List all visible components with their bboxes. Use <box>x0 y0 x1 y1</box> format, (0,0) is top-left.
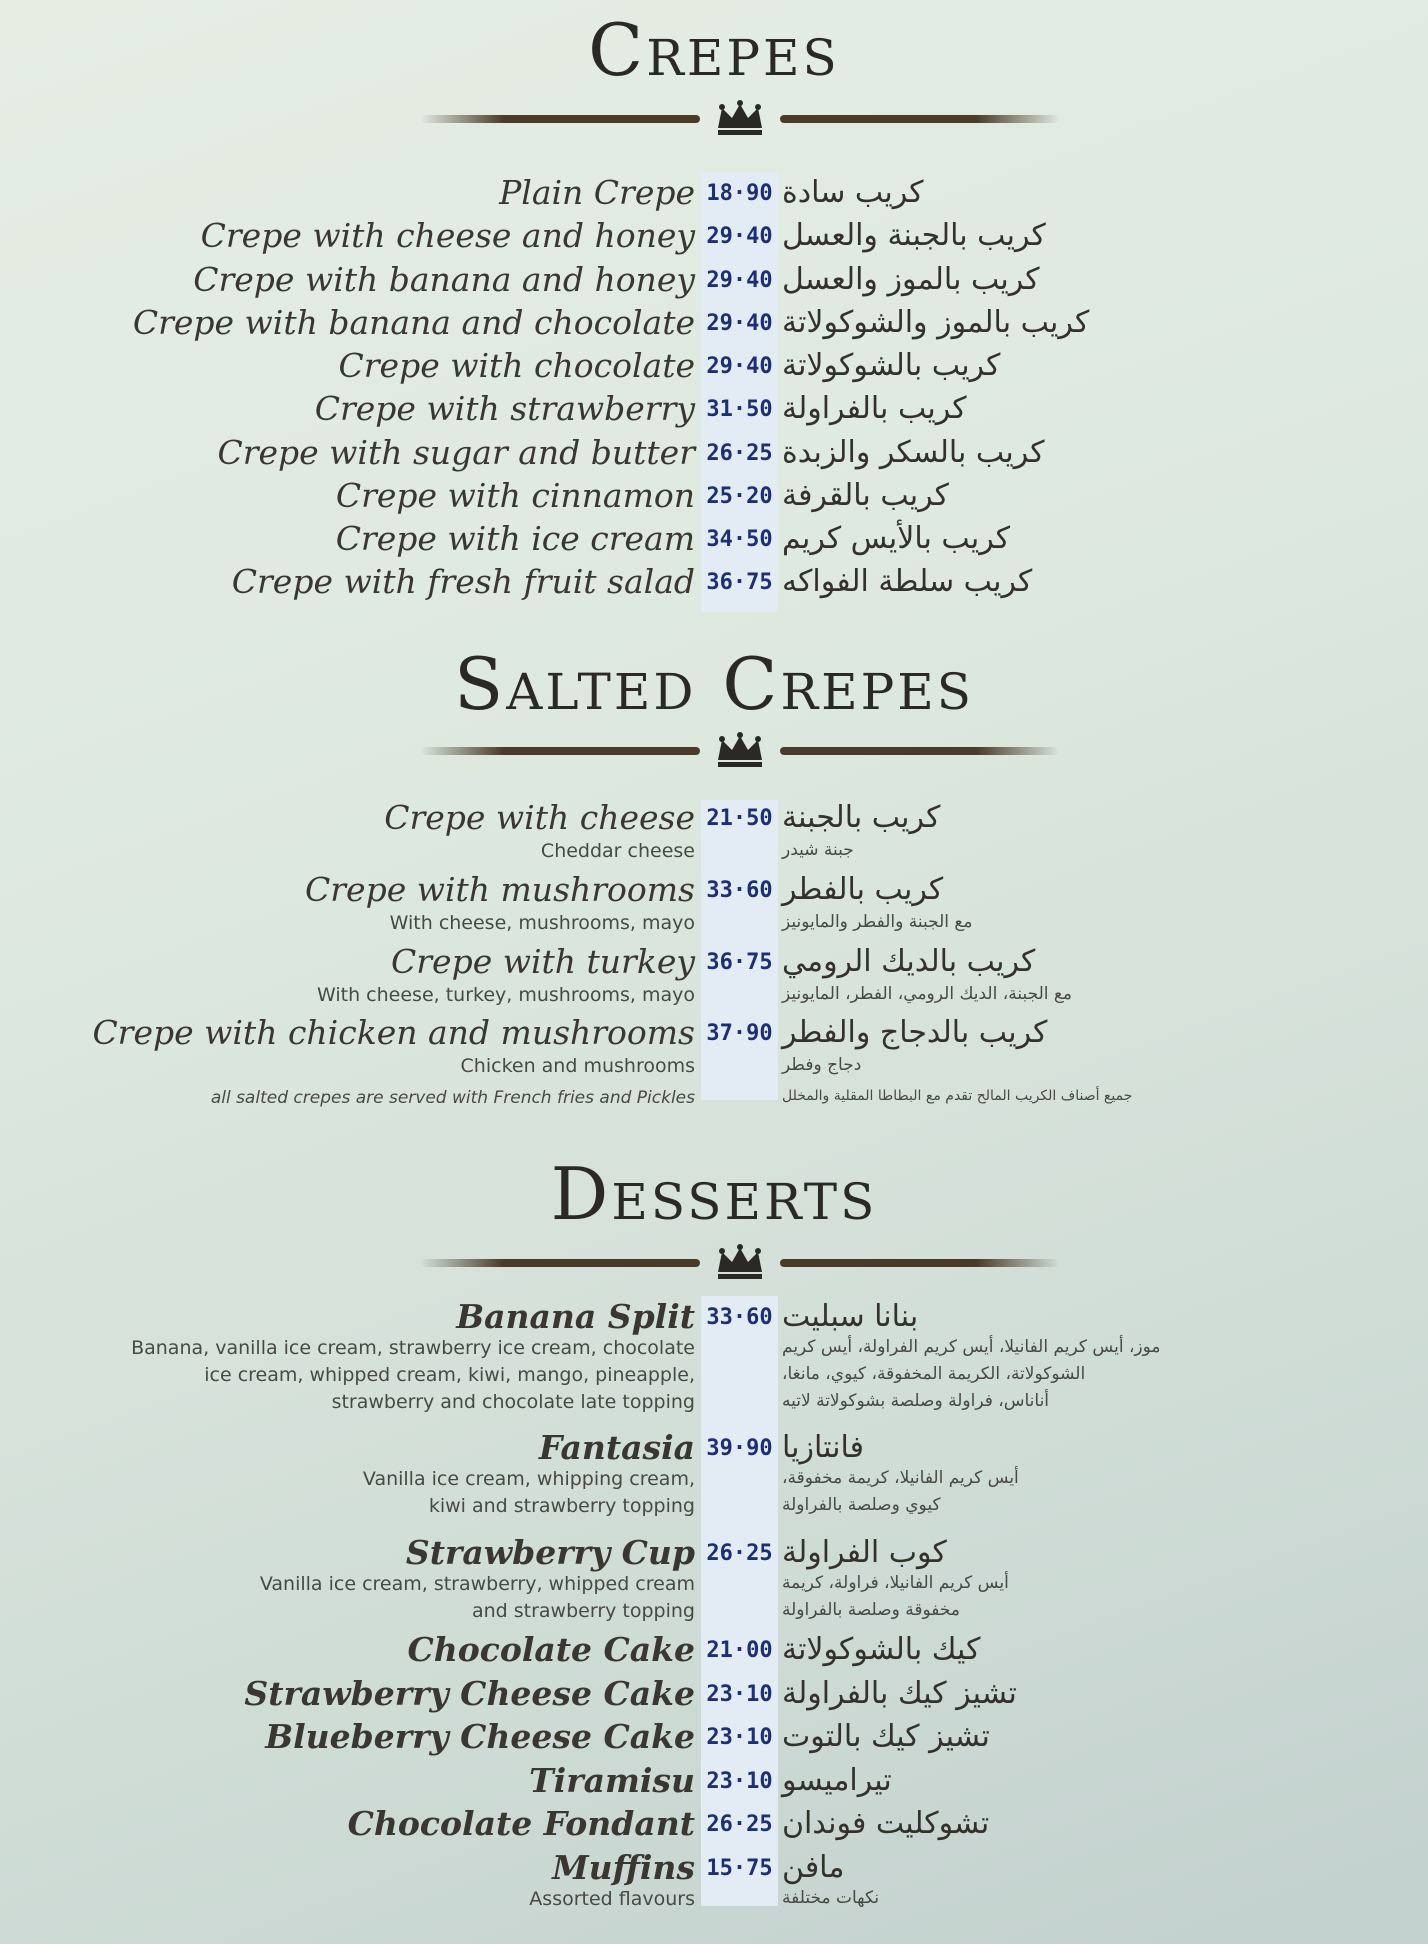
section-divider <box>420 730 1060 770</box>
menu-item <box>0 260 1428 304</box>
item-price: 33·60 <box>706 1305 773 1330</box>
item-name: Crepe with strawberry <box>314 389 695 428</box>
item-price: 36·75 <box>706 950 773 975</box>
item-price: 31·50 <box>706 397 773 422</box>
menu-item <box>0 303 1428 347</box>
item-name: Crepe with banana and honey <box>193 260 695 299</box>
section-divider <box>420 98 1060 138</box>
item-name-arabic: بنانا سبليت <box>782 1299 919 1334</box>
item-price: 39·90 <box>706 1436 773 1461</box>
crown-icon <box>710 1242 770 1282</box>
item-name-arabic: كريب بالدجاج والفطر <box>782 1015 1048 1050</box>
item-name: Crepe with chicken and mushrooms <box>92 1013 695 1052</box>
item-name-arabic: كريب بالأيس كريم <box>782 521 1011 556</box>
item-name: Blueberry Cheese Cake <box>265 1717 695 1756</box>
item-price: 18·90 <box>706 181 773 206</box>
item-name-arabic: كريب بالجبنة والعسل <box>782 218 1046 253</box>
description-text-arabic: أيس كريم الفانيلا، فراولة، كريمة <box>782 1573 1009 1593</box>
section-title-salted-crepes: Salted Crepes <box>453 642 974 726</box>
item-name: Fantasia <box>538 1428 695 1467</box>
description-text-arabic: كيوي وصلصة بالفراولة <box>782 1495 941 1515</box>
item-name: Crepe with sugar and butter <box>217 433 695 472</box>
item-name: Crepe with cheese <box>384 798 695 837</box>
description-text: ice cream, whipped cream, kiwi, mango, pineapple, <box>204 1364 695 1386</box>
menu-item <box>0 1848 1428 1892</box>
item-price: 29·40 <box>706 354 773 379</box>
item-price: 29·40 <box>706 311 773 336</box>
item-name-arabic: كريب بالشوكولاتة <box>782 348 1001 383</box>
description-text-arabic: أناناس، فراولة وصلصة بشوكولاتة لاتيه <box>782 1391 1050 1411</box>
menu-item <box>0 389 1428 433</box>
menu-item <box>0 1297 1428 1341</box>
description-text: strawberry and chocolate late topping <box>331 1391 695 1413</box>
item-price: 26·25 <box>706 1812 773 1837</box>
item-price: 21·50 <box>706 806 773 831</box>
item-price: 29·40 <box>706 268 773 293</box>
menu-item <box>0 1533 1428 1577</box>
item-price: 25·20 <box>706 484 773 509</box>
menu-item <box>0 1804 1428 1848</box>
item-name-arabic: كريب سلطة الفواكه <box>782 564 1033 599</box>
menu-item <box>0 1761 1428 1805</box>
item-name-arabic: كريب بالفطر <box>782 872 944 907</box>
item-price: 21·00 <box>706 1638 773 1663</box>
item-name: Crepe with mushrooms <box>305 870 695 909</box>
description-text-arabic: مخفوقة وصلصة بالفراولة <box>782 1600 960 1620</box>
menu-item <box>0 798 1428 842</box>
item-name: Banana Split <box>456 1297 695 1336</box>
menu-item <box>0 870 1428 914</box>
item-price: 23·10 <box>706 1682 773 1707</box>
item-name-arabic: كريب بالقرفة <box>782 478 949 513</box>
description-text: With cheese, turkey, mushrooms, mayo <box>317 984 695 1006</box>
item-name: Crepe with turkey <box>391 942 695 981</box>
description-text: Chicken and mushrooms <box>460 1055 695 1077</box>
description-text-arabic: موز، أيس كريم الفانيلا، أيس كريم الفراولة، أيس كريم <box>782 1337 1161 1357</box>
description-text: Vanilla ice cream, whipping cream, <box>362 1468 695 1490</box>
item-name-arabic: كريب بالفراولة <box>782 391 967 426</box>
menu-item <box>0 1717 1428 1761</box>
description-text-arabic: الشوكولاتة، الكريمة المخفوقة، كيوي، مانغا، <box>782 1364 1086 1384</box>
description-text-arabic: نكهات مختلفة <box>782 1888 880 1908</box>
description-text: Banana, vanilla ice cream, strawberry ice cream, chocolate <box>131 1337 695 1359</box>
item-price: 37·90 <box>706 1021 773 1046</box>
item-price: 15·75 <box>706 1856 773 1881</box>
description-text-arabic: أيس كريم الفانيلا، كريمة مخفوقة، <box>782 1468 1019 1488</box>
menu-item <box>0 1013 1428 1057</box>
description-text-arabic: جبنة شيدر <box>782 840 854 860</box>
menu-item <box>0 1674 1428 1718</box>
menu-item <box>0 1630 1428 1674</box>
item-name-arabic: فانتازيا <box>782 1430 865 1465</box>
item-name-arabic: كيك بالشوكولاتة <box>782 1632 981 1667</box>
item-name-arabic: تشوكليت فوندان <box>782 1806 990 1841</box>
item-name-arabic: تيراميسو <box>782 1763 892 1798</box>
description-text: Cheddar cheese <box>540 840 695 862</box>
item-name-arabic: كوب الفراولة <box>782 1535 947 1570</box>
menu-item <box>0 942 1428 986</box>
description-text: Assorted flavours <box>529 1888 695 1910</box>
item-name-arabic: مافن <box>782 1850 845 1885</box>
item-name-arabic: كريب بالديك الرومي <box>782 944 1036 979</box>
description-text-arabic: مع الجبنة والفطر والمايونيز <box>782 912 973 932</box>
item-price: 26·25 <box>706 1541 773 1566</box>
item-name: Plain Crepe <box>499 173 695 212</box>
item-price: 36·75 <box>706 570 773 595</box>
item-name: Crepe with cinnamon <box>335 476 695 515</box>
menu-item <box>0 476 1428 520</box>
item-name: Crepe with fresh fruit salad <box>231 562 695 601</box>
item-name-arabic: كريب بالسكر والزبدة <box>782 435 1045 470</box>
item-name: Crepe with chocolate <box>338 346 695 385</box>
menu-item <box>0 346 1428 390</box>
item-name-arabic: كريب بالجبنة <box>782 800 941 835</box>
section-divider <box>420 1242 1060 1282</box>
item-price: 29·40 <box>706 224 773 249</box>
item-name-arabic: تشيز كيك بالفراولة <box>782 1676 1017 1711</box>
item-name: Chocolate Cake <box>407 1630 695 1669</box>
footnote-text: all salted crepes are served with French fries and Pickles <box>210 1088 695 1108</box>
item-price: 23·10 <box>706 1769 773 1794</box>
item-name: Chocolate Fondant <box>347 1804 695 1843</box>
item-price: 23·10 <box>706 1725 773 1750</box>
item-name: Crepe with cheese and honey <box>200 216 695 255</box>
item-name-arabic: تشيز كيك بالتوت <box>782 1719 990 1754</box>
item-name: Muffins <box>552 1848 695 1887</box>
description-text: kiwi and strawberry topping <box>428 1495 695 1517</box>
menu-item <box>0 1428 1428 1472</box>
crown-icon <box>710 98 770 138</box>
footnote-text-arabic: جميع أصناف الكريب المالح تقدم مع البطاطا المقلية والمخلل <box>782 1088 1133 1104</box>
item-name: Tiramisu <box>529 1761 695 1800</box>
description-text-arabic: مع الجبنة، الديك الرومي، الفطر، المايونيز <box>782 984 1073 1004</box>
item-name: Crepe with banana and chocolate <box>132 303 695 342</box>
section-title-crepes: Crepes <box>588 8 840 92</box>
item-price: 34·50 <box>706 527 773 552</box>
description-text-arabic: دجاج وفطر <box>782 1055 862 1075</box>
menu-item <box>0 173 1428 217</box>
description-text: With cheese, mushrooms, mayo <box>389 912 695 934</box>
description-text: Vanilla ice cream, strawberry, whipped cream <box>259 1573 695 1595</box>
item-price: 26·25 <box>706 441 773 466</box>
description-text: and strawberry topping <box>471 1600 695 1622</box>
item-price: 33·60 <box>706 878 773 903</box>
menu-item <box>0 562 1428 606</box>
item-name-arabic: كريب بالموز والعسل <box>782 262 1040 297</box>
menu-item <box>0 433 1428 477</box>
crown-icon <box>710 730 770 770</box>
item-name: Strawberry Cup <box>405 1533 695 1572</box>
section-title-desserts: Desserts <box>550 1152 878 1236</box>
menu-item <box>0 216 1428 260</box>
item-name-arabic: كريب سادة <box>782 175 924 210</box>
item-name: Strawberry Cheese Cake <box>244 1674 695 1713</box>
item-name-arabic: كريب بالموز والشوكولاتة <box>782 305 1090 340</box>
menu-item <box>0 519 1428 563</box>
item-name: Crepe with ice cream <box>335 519 695 558</box>
